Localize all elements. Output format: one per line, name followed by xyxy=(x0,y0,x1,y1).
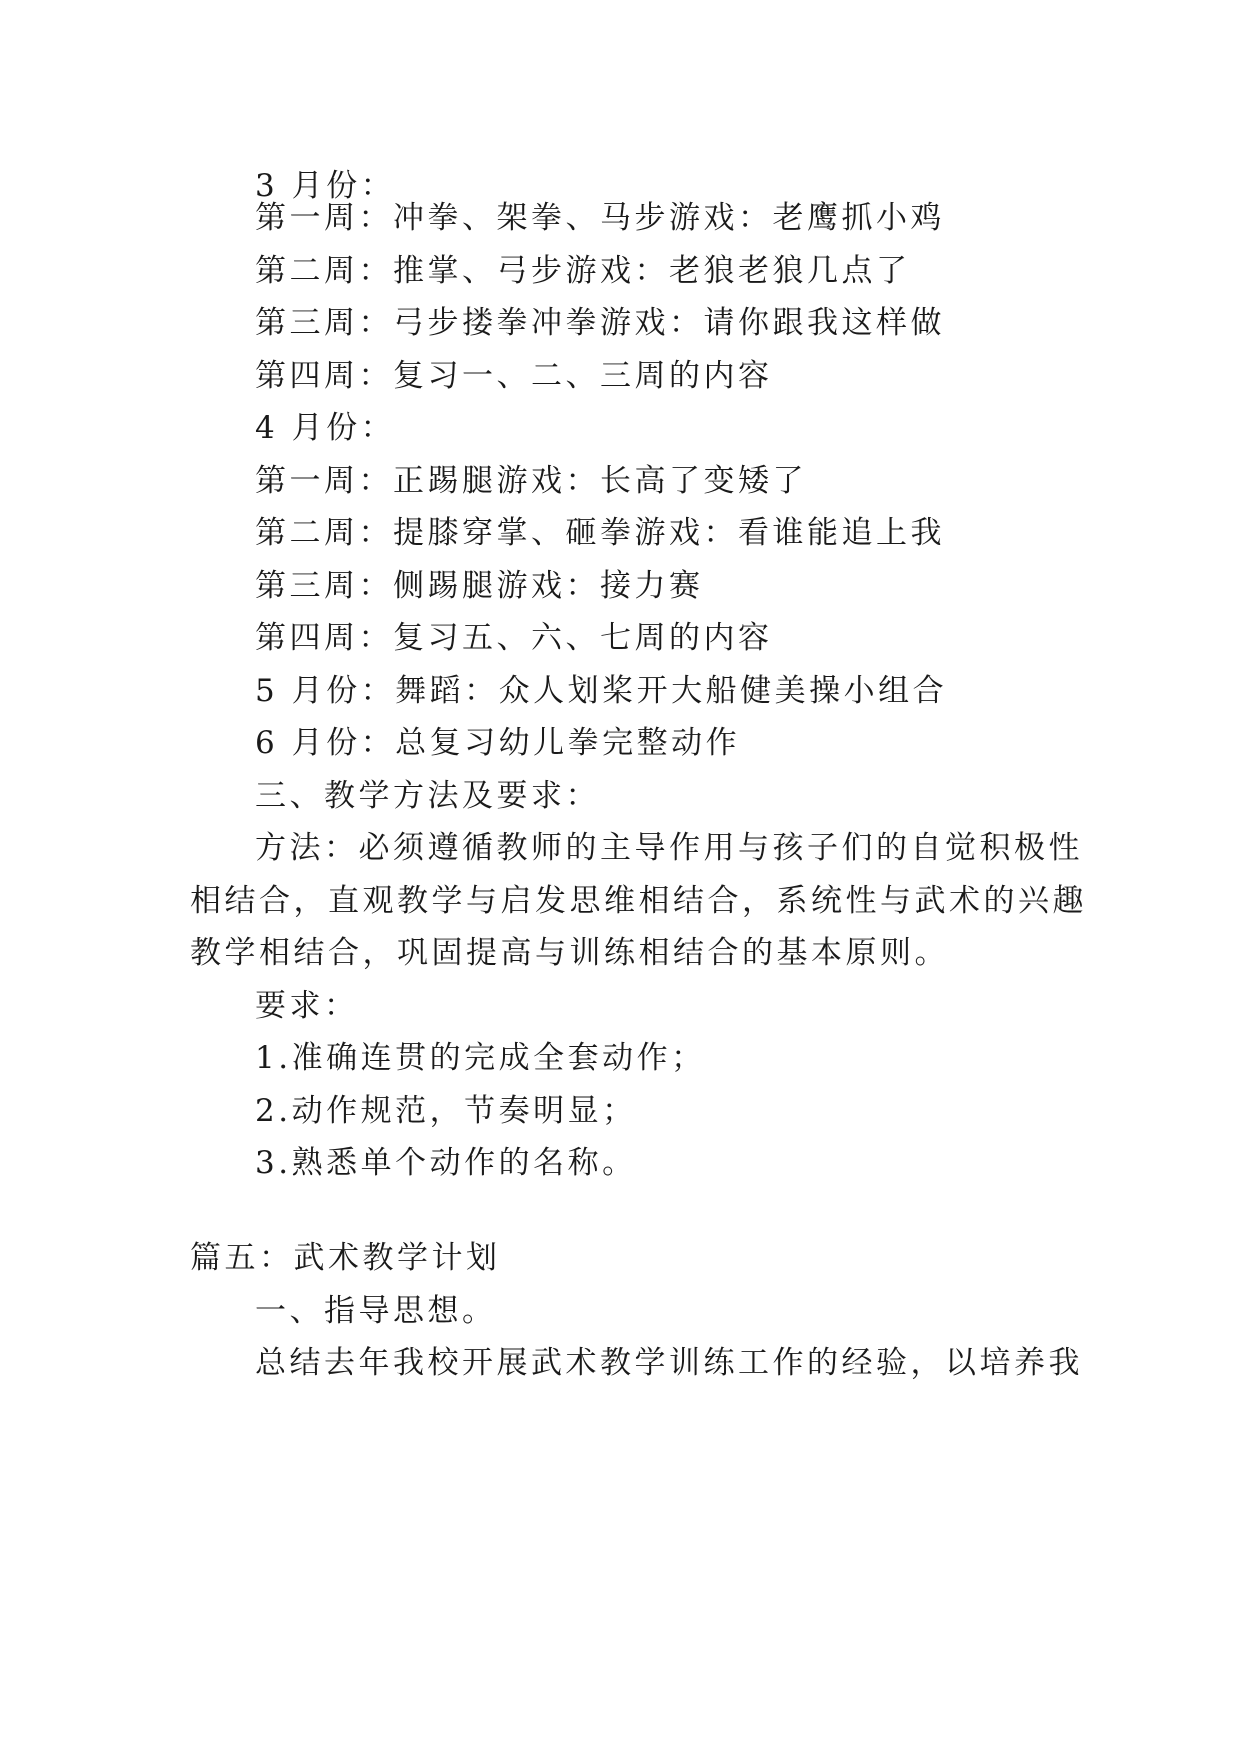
plan-line-march-week2: 第二周：推掌、弓步游戏：老狼老狼几点了 xyxy=(255,253,911,289)
month-heading-march: 3 月份： xyxy=(255,168,396,204)
plan-line-april-week1: 第一周：正踢腿游戏：长高了变矮了 xyxy=(255,463,807,499)
requirement-item-2: 2.动作规范，节奏明显； xyxy=(255,1093,637,1129)
guiding-thought-paragraph-line1: 总结去年我校开展武术教学训练工作的经验，以培养我 xyxy=(255,1345,1083,1381)
methods-paragraph-line2: 相结合，直观教学与启发思维相结合，系统性与武术的兴趣 xyxy=(190,883,1087,919)
plan-line-march-week4: 第四周：复习一、二、三周的内容 xyxy=(255,358,773,394)
plan-line-april-week4: 第四周：复习五、六、七周的内容 xyxy=(255,620,773,656)
section-heading-guiding-thought: 一、指导思想。 xyxy=(255,1293,497,1329)
month-heading-april: 4 月份： xyxy=(255,410,396,446)
requirements-heading: 要求： xyxy=(255,988,359,1024)
section-title-part5: 篇五：武术教学计划 xyxy=(190,1240,501,1276)
plan-line-march-week1: 第一周：冲拳、架拳、马步游戏：老鹰抓小鸡 xyxy=(255,200,945,236)
plan-line-april-week2: 第二周：提膝穿掌、砸拳游戏：看谁能追上我 xyxy=(255,515,945,551)
plan-line-june: 6 月份：总复习幼儿拳完整动作 xyxy=(255,725,741,761)
plan-line-april-week3: 第三周：侧踢腿游戏：接力赛 xyxy=(255,568,704,604)
requirement-item-3: 3.熟悉单个动作的名称。 xyxy=(255,1145,637,1181)
plan-line-may: 5 月份：舞蹈：众人划桨开大船健美操小组合 xyxy=(255,673,948,709)
methods-paragraph-line1: 方法：必须遵循教师的主导作用与孩子们的自觉积极性 xyxy=(255,830,1083,866)
methods-paragraph-line3: 教学相结合，巩固提高与训练相结合的基本原则。 xyxy=(190,935,949,971)
requirement-item-1: 1.准确连贯的完成全套动作； xyxy=(255,1040,706,1076)
section-heading-methods: 三、教学方法及要求： xyxy=(255,778,600,814)
plan-line-march-week3: 第三周：弓步搂拳冲拳游戏：请你跟我这样做 xyxy=(255,305,945,341)
